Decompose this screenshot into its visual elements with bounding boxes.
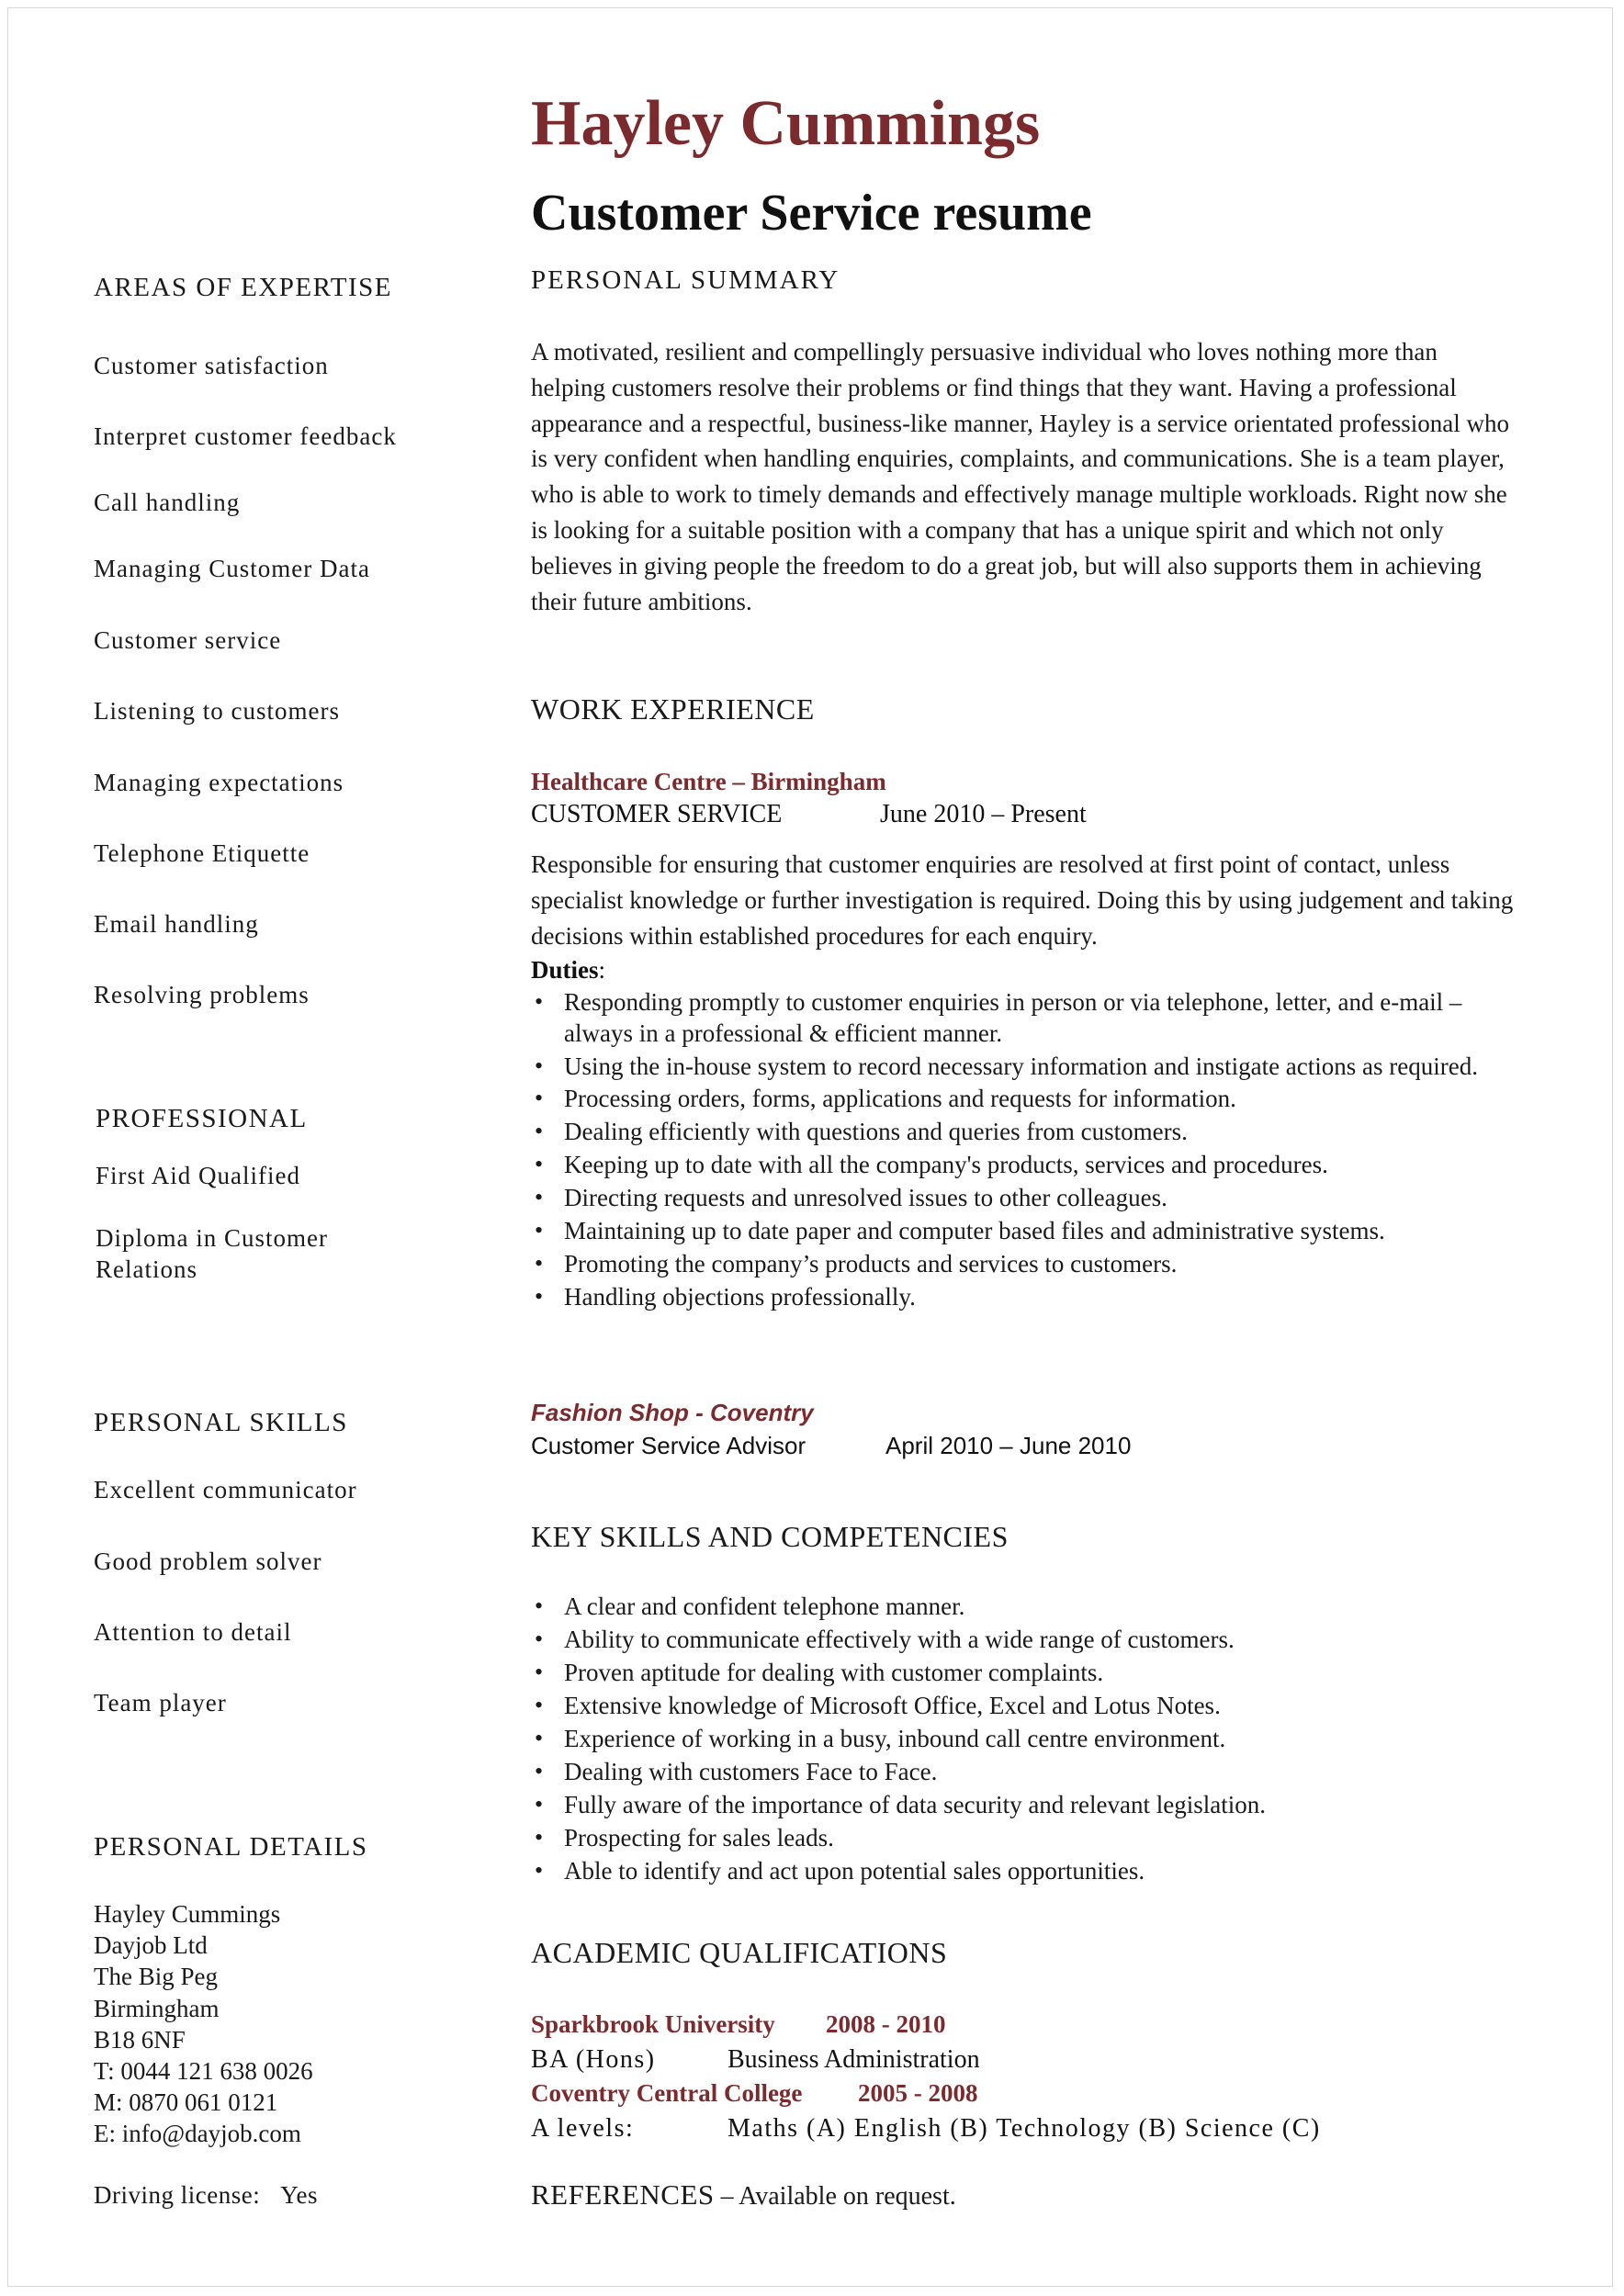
institution-2: Coventry Central College	[531, 2079, 803, 2107]
duty-item: • Responding promptly to customer enquiries in person or via telephone, letter, and e-mail – always in a professional & efficient manner.	[531, 986, 1514, 1049]
duties-label-colon: :	[598, 956, 606, 984]
references-line	[531, 2180, 956, 2210]
expertise-heading: AREAS OF EXPERTISE	[94, 273, 392, 302]
candidate-name: Hayley Cummings	[531, 88, 1041, 159]
degree-label: BA (Hons)	[531, 2045, 656, 2074]
details-line: M: 0870 061 0121	[94, 2088, 278, 2117]
duty-item: • Promoting the company’s products and services to customers.	[531, 1247, 1514, 1280]
key-skills-heading: KEY SKILLS AND COMPETENCIES	[531, 1520, 1009, 1553]
job1-duties-list	[531, 986, 1514, 1313]
professional-item: Diploma in Customer	[96, 1224, 328, 1252]
resume-title: Customer Service resume	[531, 185, 1092, 242]
professional-item: Relations	[96, 1255, 197, 1283]
driving-license-label: Driving license:	[94, 2181, 261, 2209]
details-line: Birmingham	[94, 1994, 220, 2022]
job2-role: Customer Service Advisor	[531, 1432, 806, 1459]
details-line: Hayley Cummings	[94, 1900, 281, 1928]
professional-heading: PROFESSIONAL	[96, 1104, 308, 1133]
duty-item: • Handling objections professionally.	[531, 1280, 1514, 1313]
personal-skill-item: Good problem solver	[94, 1548, 322, 1575]
duty-item: • Keeping up to date with all the company's products, services and procedures.	[531, 1148, 1514, 1181]
institution-1: Sparkbrook University	[531, 2010, 775, 2038]
key-skills-list	[531, 1590, 1514, 1887]
personal-summary-text: A motivated, resilient and compellingly persuasive individual who loves nothing more than helping customers resolve their problems or find things that they want. Having a professional appearance and a respectful, business-like manner, Hayley is a service orientated professional who is very confident when handling enquiries, complaints, and communications. She is a team player, who is able to work to timely demands and effectively manage multiple workloads. Right now she is looking for a suitable position with a company that has a unique spirit and which not only believes in giving people the freedom to do a great job, but will also supports them in achieving their future ambitions.	[531, 338, 1509, 615]
alevels-value: Maths (A) English (B) Technology (B) Science (C)	[727, 2114, 1321, 2143]
job1-role: CUSTOMER SERVICE	[531, 800, 783, 828]
details-line: Dayjob Ltd	[94, 1931, 208, 1960]
personal-details-block	[94, 1898, 313, 2150]
institution-2-years: 2005 - 2008	[858, 2079, 978, 2107]
duty-item: • Dealing efficiently with questions and queries from customers.	[531, 1115, 1514, 1148]
details-line: E: info@dayjob.com	[94, 2120, 301, 2148]
duty-item: • Directing requests and unresolved issues to other colleagues.	[531, 1181, 1514, 1214]
details-line: The Big Peg	[94, 1963, 218, 1991]
personal-skill-item: Excellent communicator	[94, 1476, 357, 1503]
alevels-label: A levels:	[531, 2114, 635, 2143]
key-skill-item: • Able to identify and act upon potential sales opportunities.	[531, 1854, 1514, 1887]
key-skill-item: • Experience of working in a busy, inbound call centre environment.	[531, 1722, 1514, 1755]
references-text: – Available on request.	[714, 2182, 956, 2211]
personal-details-heading: PERSONAL DETAILS	[94, 1832, 368, 1862]
academic-heading: ACADEMIC QUALIFICATIONS	[531, 1936, 948, 1969]
expertise-item: Resolving problems	[94, 981, 310, 1008]
details-line: T: 0044 121 638 0026	[94, 2056, 313, 2085]
duty-item: • Processing orders, forms, applications and requests for information.	[531, 1082, 1514, 1115]
expertise-item: Call handling	[94, 489, 241, 516]
expertise-item: Customer service	[94, 626, 282, 654]
key-skill-item: • Proven aptitude for dealing with customer complaints.	[531, 1656, 1514, 1689]
work-experience-heading: WORK EXPERIENCE	[531, 692, 815, 726]
personal-summary-heading: PERSONAL SUMMARY	[531, 265, 840, 295]
expertise-item: Interpret customer feedback	[94, 422, 397, 450]
details-line: B18 6NF	[94, 2025, 186, 2054]
expertise-item: Managing expectations	[94, 769, 344, 796]
duty-item: • Maintaining up to date paper and computer based files and administrative systems.	[531, 1214, 1514, 1247]
references-heading: REFERENCES	[531, 2178, 715, 2211]
job2-dates: April 2010 – June 2010	[885, 1432, 1132, 1459]
key-skill-item: • Fully aware of the importance of data security and relevant legislation.	[531, 1788, 1514, 1821]
job1-company: Healthcare Centre – Birmingham	[531, 768, 886, 795]
job1-description: Responsible for ensuring that customer enquiries are resolved at first point of contact, unless specialist knowledge or further investigation is required. Doing this by using judgement and taking decisions within established procedures for each enquiry.	[531, 850, 1514, 950]
key-skill-item: • Dealing with customers Face to Face.	[531, 1755, 1514, 1788]
key-skill-item: • Prospecting for sales leads.	[531, 1821, 1514, 1854]
duties-label	[531, 958, 605, 983]
personal-skill-item: Attention to detail	[94, 1618, 292, 1646]
job2-company: Fashion Shop - Coventry	[531, 1399, 814, 1426]
personal-skill-item: Team player	[94, 1689, 227, 1716]
personal-skills-heading: PERSONAL SKILLS	[94, 1408, 348, 1437]
driving-license	[94, 2180, 318, 2212]
key-skill-item: • Ability to communicate effectively with a wide range of customers.	[531, 1623, 1514, 1656]
professional-item: First Aid Qualified	[96, 1162, 300, 1189]
degree-value: Business Administration	[727, 2045, 980, 2074]
institution-1-years: 2008 - 2010	[826, 2010, 946, 2038]
duties-label-text: Duties	[531, 956, 599, 984]
duty-item: • Using the in-house system to record necessary information and instigate actions as required.	[531, 1051, 1514, 1082]
key-skill-item: • Extensive knowledge of Microsoft Office, Excel and Lotus Notes.	[531, 1689, 1514, 1722]
expertise-item: Managing Customer Data	[94, 555, 370, 582]
driving-license-value: Yes	[280, 2181, 319, 2209]
expertise-item: Telephone Etiquette	[94, 839, 310, 867]
expertise-item: Email handling	[94, 910, 259, 938]
expertise-item: Listening to customers	[94, 697, 340, 725]
expertise-item: Customer satisfaction	[94, 352, 329, 379]
job1-dates: June 2010 – Present	[880, 800, 1087, 828]
key-skill-item: • A clear and confident telephone manner.	[531, 1590, 1514, 1623]
